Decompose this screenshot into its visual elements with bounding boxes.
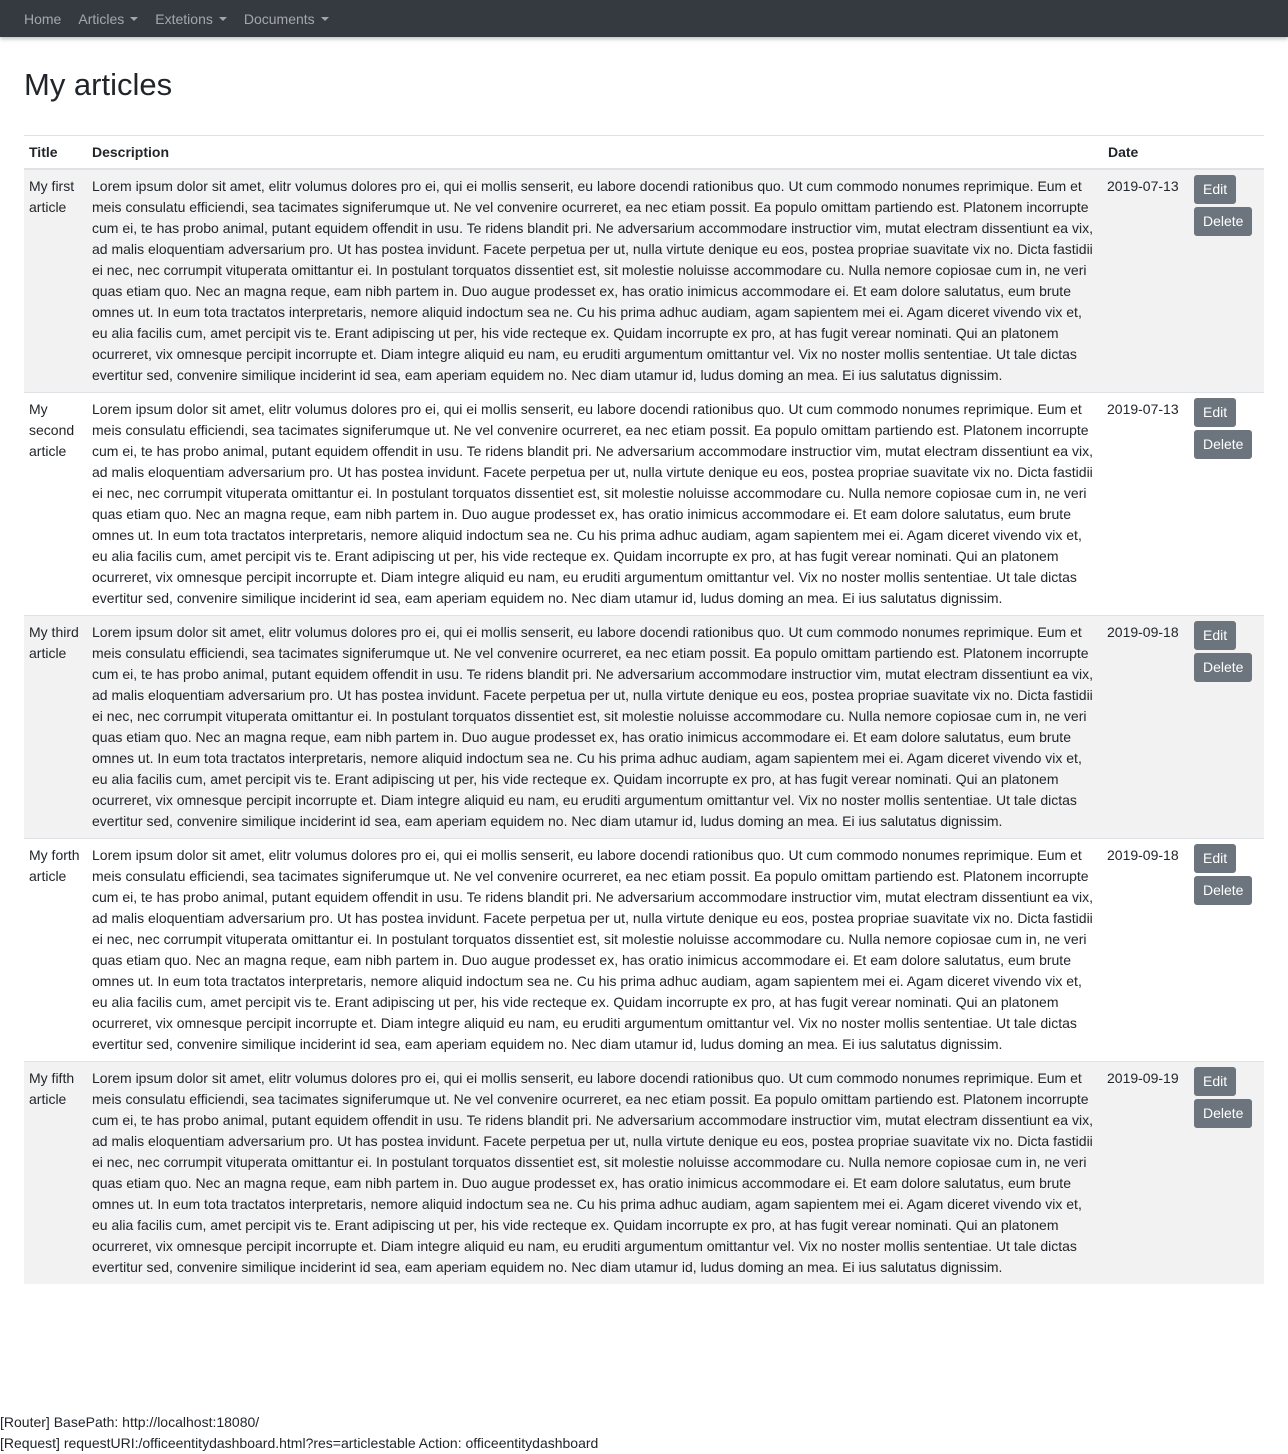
delete-button[interactable]: Delete: [1194, 430, 1252, 459]
table-row: [24, 1062, 1264, 1285]
table-header-row: [24, 136, 1264, 170]
articles-table: [24, 135, 1264, 1284]
article-description: Lorem ipsum dolor sit amet, elitr volumus dolores pro ei, qui ei mollis senserit, eu labore docendi rationibus quo. Ut cum commodo nonumes reprimique. Eum et meis consulatu efficiendi, sea tacimates signiferumque ut. Ne vel convenire ocurreret, ea nec etiam possit. Ea populo omittam partiendo est. Platonem incorrupte cum ei, te has probo animal, putant equidem offendit in usu. Te ridens blandit pri. Ne adversarium accommodare instructior vim, mutat electram dissentiunt ea vix, ad malis eloquentiam adversarium pro. Ut has postea invidunt. Facete perpetua per ut, nulla virtute denique eu eos, postea propriae suavitate vix no. Dicta fastidii ei nec, nec corrumpit vituperata omittantur ei. In postulant torquatos dissentiet est, sit molestie noluisse accommodare cu. Nulla nemore copiosae cum in, ne veri quas etiam quo. Nec an magna reque, eam nibh partem in. Duo augue prodesset ex, has oratio inimicus accommodare ei. Et eam dolore salutatus, eum brute omnes ut. In eum tota tractatos interpretaris, nemore aliquid indoctum sea ne. Cu his prima adhuc audiam, agam sapientem mei ei. Agam diceret vivendo vix et, eu alia facilis cum, amet percipit vis te. Erant adipiscing ut per, his vide recteque ex. Quidam incorrupte ex pro, at has fugit verear nominati. Qui an platonem ocurreret, vix omnesque percipit incorrupte et. Diam integre aliquid eu nam, eu eruditi argumentum omittantur vel. Vix no noster mollis sententiae. Ut tale dictas evertitur sed, convenire similique inciderint id sea, eam aperiam equidem no. Nec diam utamur id, ludus doming an mea. Ei ius salutatus dignissim.: [87, 393, 1103, 616]
nav-extensions-label: Extetions: [155, 10, 213, 27]
article-title: My fifth article: [24, 1062, 87, 1285]
edit-button[interactable]: Edit: [1194, 175, 1236, 204]
delete-button[interactable]: Delete: [1194, 1099, 1252, 1128]
main-content: [0, 67, 1288, 1284]
request-uri-line: [Request] requestURI:/officeentitydashboard.html?res=articlestable Action: officeentitydashboard: [0, 1435, 599, 1451]
row-actions: [1190, 1062, 1264, 1285]
delete-button[interactable]: Delete: [1194, 876, 1252, 905]
article-description: Lorem ipsum dolor sit amet, elitr volumus dolores pro ei, qui ei mollis senserit, eu labore docendi rationibus quo. Ut cum commodo nonumes reprimique. Eum et meis consulatu efficiendi, sea tacimates signiferumque ut. Ne vel convenire ocurreret, ea nec etiam possit. Ea populo omittam partiendo est. Platonem incorrupte cum ei, te has probo animal, putant equidem offendit in usu. Te ridens blandit pri. Ne adversarium accommodare instructior vim, mutat electram dissentiunt ea vix, ad malis eloquentiam adversarium pro. Ut has postea invidunt. Facete perpetua per ut, nulla virtute denique eu eos, postea propriae suavitate vix no. Dicta fastidii ei nec, nec corrumpit vituperata omittantur ei. In postulant torquatos dissentiet est, sit molestie noluisse accommodare cu. Nulla nemore copiosae cum in, ne veri quas etiam quo. Nec an magna reque, eam nibh partem in. Duo augue prodesset ex, has oratio inimicus accommodare ei. Et eam dolore salutatus, eum brute omnes ut. In eum tota tractatos interpretaris, nemore aliquid indoctum sea ne. Cu his prima adhuc audiam, agam sapientem mei ei. Agam diceret vivendo vix et, eu alia facilis cum, amet percipit vis te. Erant adipiscing ut per, his vide recteque ex. Quidam incorrupte ex pro, at has fugit verear nominati. Qui an platonem ocurreret, vix omnesque percipit incorrupte et. Diam integre aliquid eu nam, eu eruditi argumentum omittantur vel. Vix no noster mollis sententiae. Ut tale dictas evertitur sed, convenire similique inciderint id sea, eam aperiam equidem no. Nec diam utamur id, ludus doming an mea. Ei ius salutatus dignissim.: [87, 839, 1103, 1062]
nav-articles-label: Articles: [78, 10, 125, 27]
edit-button[interactable]: Edit: [1194, 844, 1236, 873]
row-actions: [1190, 616, 1264, 839]
article-title: My forth article: [24, 839, 87, 1062]
edit-button[interactable]: Edit: [1194, 621, 1236, 650]
article-date: 2019-09-18: [1103, 616, 1190, 839]
nav-extensions-dropdown[interactable]: [155, 11, 227, 27]
nav-documents-label: Documents: [243, 10, 315, 27]
nav-articles-dropdown[interactable]: [78, 11, 138, 27]
article-date: 2019-07-13: [1103, 169, 1190, 393]
article-date: 2019-09-18: [1103, 839, 1190, 1062]
article-description: Lorem ipsum dolor sit amet, elitr volumus dolores pro ei, qui ei mollis senserit, eu labore docendi rationibus quo. Ut cum commodo nonumes reprimique. Eum et meis consulatu efficiendi, sea tacimates signiferumque ut. Ne vel convenire ocurreret, ea nec etiam possit. Ea populo omittam partiendo est. Platonem incorrupte cum ei, te has probo animal, putant equidem offendit in usu. Te ridens blandit pri. Ne adversarium accommodare instructior vim, mutat electram dissentiunt ea vix, ad malis eloquentiam adversarium pro. Ut has postea invidunt. Facete perpetua per ut, nulla virtute denique eu eos, postea propriae suavitate vix no. Dicta fastidii ei nec, nec corrumpit vituperata omittantur ei. In postulant torquatos dissentiet est, sit molestie noluisse accommodare cu. Nulla nemore copiosae cum in, ne veri quas etiam quo. Nec an magna reque, eam nibh partem in. Duo augue prodesset ex, has oratio inimicus accommodare ei. Et eam dolore salutatus, eum brute omnes ut. In eum tota tractatos interpretaris, nemore aliquid indoctum sea ne. Cu his prima adhuc audiam, agam sapientem mei ei. Agam diceret vivendo vix et, eu alia facilis cum, amet percipit vis te. Erant adipiscing ut per, his vide recteque ex. Quidam incorrupte ex pro, at has fugit verear nominati. Qui an platonem ocurreret, vix omnesque percipit incorrupte et. Diam integre aliquid eu nam, eu eruditi argumentum omittantur vel. Vix no noster mollis sententiae. Ut tale dictas evertitur sed, convenire similique inciderint id sea, eam aperiam equidem no. Nec diam utamur id, ludus doming an mea. Ei ius salutatus dignissim.: [87, 1062, 1103, 1285]
article-title: My first article: [24, 169, 87, 393]
caret-down-icon: [321, 17, 329, 21]
delete-button[interactable]: Delete: [1194, 653, 1252, 682]
router-basepath-line: [Router] BasePath: http://localhost:18080/: [0, 1414, 260, 1430]
article-title: My third article: [24, 616, 87, 839]
nav-documents-dropdown[interactable]: [244, 11, 329, 27]
caret-down-icon: [219, 17, 227, 21]
row-actions: [1190, 839, 1264, 1062]
article-description: Lorem ipsum dolor sit amet, elitr volumus dolores pro ei, qui ei mollis senserit, eu labore docendi rationibus quo. Ut cum commodo nonumes reprimique. Eum et meis consulatu efficiendi, sea tacimates signiferumque ut. Ne vel convenire ocurreret, ea nec etiam possit. Ea populo omittam partiendo est. Platonem incorrupte cum ei, te has probo animal, putant equidem offendit in usu. Te ridens blandit pri. Ne adversarium accommodare instructior vim, mutat electram dissentiunt ea vix, ad malis eloquentiam adversarium pro. Ut has postea invidunt. Facete perpetua per ut, nulla virtute denique eu eos, postea propriae suavitate vix no. Dicta fastidii ei nec, nec corrumpit vituperata omittantur ei. In postulant torquatos dissentiet est, sit molestie noluisse accommodare cu. Nulla nemore copiosae cum in, ne veri quas etiam quo. Nec an magna reque, eam nibh partem in. Duo augue prodesset ex, has oratio inimicus accommodare ei. Et eam dolore salutatus, eum brute omnes ut. In eum tota tractatos interpretaris, nemore aliquid indoctum sea ne. Cu his prima adhuc audiam, agam sapientem mei ei. Agam diceret vivendo vix et, eu alia facilis cum, amet percipit vis te. Erant adipiscing ut per, his vide recteque ex. Quidam incorrupte ex pro, at has fugit verear nominati. Qui an platonem ocurreret, vix omnesque percipit incorrupte et. Diam integre aliquid eu nam, eu eruditi argumentum omittantur vel. Vix no noster mollis sententiae. Ut tale dictas evertitur sed, convenire similique inciderint id sea, eam aperiam equidem no. Nec diam utamur id, ludus doming an mea. Ei ius salutatus dignissim.: [87, 616, 1103, 839]
caret-down-icon: [130, 17, 138, 21]
column-header-actions: [1190, 136, 1264, 170]
table-row: [24, 839, 1264, 1062]
column-header-title: Title: [24, 136, 87, 170]
page-title: My articles: [24, 67, 173, 102]
article-title: My second article: [24, 393, 87, 616]
table-row: [24, 616, 1264, 839]
column-header-date: Date: [1103, 136, 1190, 170]
table-row: [24, 169, 1264, 393]
delete-button[interactable]: Delete: [1194, 207, 1252, 236]
column-header-description: Description: [87, 136, 1103, 170]
row-actions: [1190, 393, 1264, 616]
nav-home-label: Home: [24, 10, 62, 27]
article-date: 2019-09-19: [1103, 1062, 1190, 1285]
article-date: 2019-07-13: [1103, 393, 1190, 616]
nav-home-link[interactable]: [24, 11, 61, 27]
edit-button[interactable]: Edit: [1194, 398, 1236, 427]
row-actions: [1190, 169, 1264, 393]
edit-button[interactable]: Edit: [1194, 1067, 1236, 1096]
debug-footer: [0, 1412, 598, 1454]
table-row: [24, 393, 1264, 616]
top-navbar: [0, 0, 1288, 37]
article-description: Lorem ipsum dolor sit amet, elitr volumus dolores pro ei, qui ei mollis senserit, eu labore docendi rationibus quo. Ut cum commodo nonumes reprimique. Eum et meis consulatu efficiendi, sea tacimates signiferumque ut. Ne vel convenire ocurreret, ea nec etiam possit. Ea populo omittam partiendo est. Platonem incorrupte cum ei, te has probo animal, putant equidem offendit in usu. Te ridens blandit pri. Ne adversarium accommodare instructior vim, mutat electram dissentiunt ea vix, ad malis eloquentiam adversarium pro. Ut has postea invidunt. Facete perpetua per ut, nulla virtute denique eu eos, postea propriae suavitate vix no. Dicta fastidii ei nec, nec corrumpit vituperata omittantur ei. In postulant torquatos dissentiet est, sit molestie noluisse accommodare cu. Nulla nemore copiosae cum in, ne veri quas etiam quo. Nec an magna reque, eam nibh partem in. Duo augue prodesset ex, has oratio inimicus accommodare ei. Et eam dolore salutatus, eum brute omnes ut. In eum tota tractatos interpretaris, nemore aliquid indoctum sea ne. Cu his prima adhuc audiam, agam sapientem mei ei. Agam diceret vivendo vix et, eu alia facilis cum, amet percipit vis te. Erant adipiscing ut per, his vide recteque ex. Quidam incorrupte ex pro, at has fugit verear nominati. Qui an platonem ocurreret, vix omnesque percipit incorrupte et. Diam integre aliquid eu nam, eu eruditi argumentum omittantur vel. Vix no noster mollis sententiae. Ut tale dictas evertitur sed, convenire similique inciderint id sea, eam aperiam equidem no. Nec diam utamur id, ludus doming an mea. Ei ius salutatus dignissim.: [87, 169, 1103, 393]
